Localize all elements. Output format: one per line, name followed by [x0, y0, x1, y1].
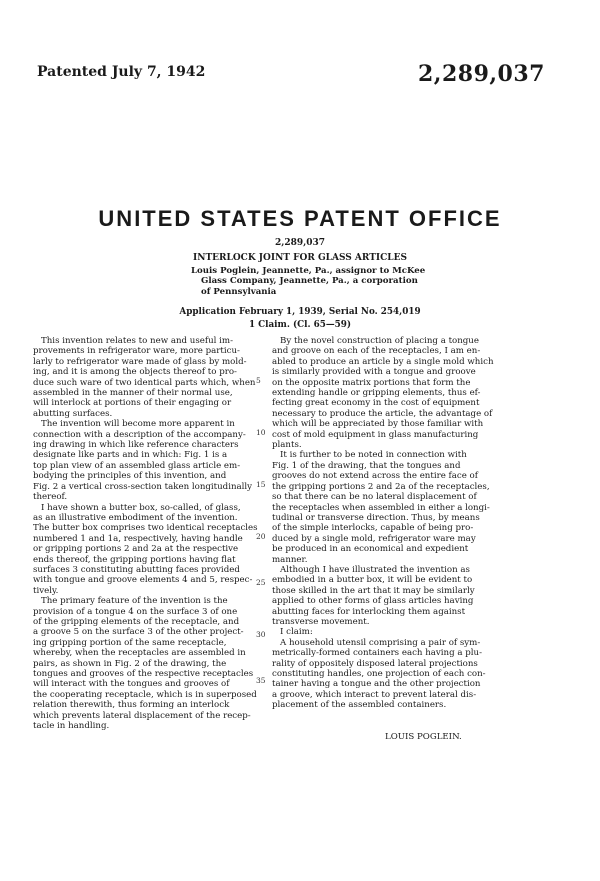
inventor-line: of Pennsylvania: [201, 286, 277, 297]
text-line: the receptacles when assembled in either a longi-: [272, 502, 490, 513]
text-line: designate like parts and in which: Fig. 1 is a: [33, 450, 228, 461]
claim-classification: 1 Claim. (Cl. 65—59): [248, 320, 352, 330]
text-line: of the simple interlocks, capable of being pro-: [272, 523, 474, 534]
text-line: ing, and it is among the objects thereof to pro-: [33, 367, 237, 378]
right-column: [272, 336, 508, 711]
text-line: The primary feature of the invention is the: [41, 596, 228, 607]
text-line: top plan view of an assembled glass article em-: [33, 460, 241, 471]
text-line: connection with a description of the accompany-: [33, 429, 246, 440]
text-line: ing gripping portion of the same receptacle,: [33, 637, 227, 648]
line-number: 10: [256, 428, 266, 437]
text-line: on the opposite matrix portions that form the: [272, 377, 471, 388]
text-line: whereby, when the receptacles are assembled in: [33, 648, 246, 659]
patented-date: Patented July 7, 1942: [37, 64, 206, 80]
text-line: fecting great economy in the cost of equipment: [272, 398, 480, 409]
text-line: duced by a single mold, refrigerator ware may: [272, 533, 476, 544]
text-line: plants.: [272, 440, 302, 451]
text-line: as an illustrative embodiment of the invention.: [33, 512, 238, 523]
invention-title: INTERLOCK JOINT FOR GLASS ARTICLES: [193, 253, 407, 263]
patent-number: 2,289,037: [418, 61, 545, 87]
text-line: so that there can be no lateral displacement of: [272, 492, 477, 503]
text-line: pairs, as shown in Fig. 2 of the drawing, the: [33, 658, 227, 669]
text-line: duce such ware of two identical parts which, when: [33, 377, 256, 388]
text-line: grooves do not extend across the entire face of: [272, 471, 478, 482]
text-line: transverse movement.: [272, 616, 370, 627]
text-line: rality of oppositely disposed lateral projections: [272, 658, 478, 669]
text-line: provision of a tongue 4 on the surface 3 of one: [33, 606, 238, 617]
text-line: relation therewith, thus forming an interlock: [33, 700, 230, 711]
inventor-block: [191, 266, 425, 297]
text-line: those skilled in the art that it may be similarly: [272, 585, 475, 596]
text-line: will interact with the tongues and grooves of: [33, 679, 230, 690]
text-line: numbered 1 and 1a, respectively, having handle: [33, 533, 243, 544]
text-line: I have shown a butter box, so-called, of glass,: [41, 502, 241, 513]
text-line: cost of mold equipment in glass manufacturing: [272, 429, 479, 440]
text-line: I claim:: [280, 627, 313, 638]
line-number: 30: [256, 630, 266, 639]
text-line: a groove 5 on the surface 3 of the other project-: [33, 627, 244, 638]
line-number: 5: [256, 376, 261, 385]
text-line: tudinal or transverse direction. Thus, by means: [272, 512, 480, 523]
line-number: 35: [256, 676, 266, 685]
line-number: 15: [256, 480, 266, 489]
inventor-line: Glass Company, Jeannette, Pa., a corporation: [201, 276, 418, 287]
text-line: which will be appreciated by those familiar with: [272, 419, 484, 430]
document-number: 2,289,037: [274, 238, 326, 248]
text-line: embodied in a butter box, it will be evident to: [272, 575, 473, 586]
text-line: It is further to be noted in connection with: [280, 450, 467, 461]
text-line: will interlock at portions of their engaging or: [33, 398, 232, 409]
text-line: The invention will become more apparent in: [41, 419, 235, 430]
text-line: surfaces 3 constituting abutting faces provided: [33, 564, 240, 575]
text-line: abutting surfaces.: [33, 408, 113, 419]
left-column: [33, 336, 269, 731]
text-line: A household utensil comprising a pair of sym-: [280, 637, 481, 648]
text-line: is similarly provided with a tongue and groove: [272, 367, 476, 378]
patent-office-heading: UNITED STATES PATENT OFFICE: [98, 206, 502, 231]
text-line: bodying the principles of this invention, and: [33, 471, 227, 482]
text-line: Although I have illustrated the invention as: [280, 564, 470, 575]
text-line: larly to refrigerator ware made of glass by mold-: [33, 356, 247, 367]
text-line: tively.: [33, 585, 59, 596]
text-line: of the gripping elements of the receptacle, and: [33, 616, 240, 627]
inventor-line: Louis Poglein, Jeannette, Pa., assignor to McKee: [191, 266, 426, 276]
text-line: the gripping portions 2 and 2a of the receptacles,: [272, 481, 490, 492]
text-line: a groove, which interact to prevent lateral dis-: [272, 689, 477, 700]
text-line: extending handle or gripping elements, thus ef-: [272, 388, 481, 399]
application-line: Application February 1, 1939, Serial No. 254,019: [179, 307, 421, 317]
line-number: 20: [256, 532, 266, 541]
line-number: 25: [256, 578, 266, 587]
text-line: Fig. 2 a vertical cross-section taken longitudinally: [33, 481, 253, 492]
text-line: tainer having a tongue and the other projection: [272, 679, 481, 690]
text-line: necessary to produce the article, the advantage of: [272, 408, 493, 419]
inventor-signature: LOUIS POGLEIN.: [385, 732, 462, 742]
text-line: be produced in an economical and expedient: [272, 544, 469, 555]
text-line: metrically-formed containers each having a plu-: [272, 648, 483, 659]
text-line: placement of the assembled containers.: [272, 700, 447, 711]
text-line: assembled in the manner of their normal use,: [33, 388, 233, 399]
text-line: with tongue and groove elements 4 and 5, respec-: [33, 575, 253, 586]
text-line: ends thereof, the gripping portions having flat: [33, 554, 236, 565]
text-line: provements in refrigerator ware, more particu-: [33, 346, 240, 357]
text-line: tacle in handling.: [33, 721, 110, 732]
text-line: By the novel construction of placing a tongue: [280, 336, 479, 346]
text-line: the cooperating receptacle, which is in superposed: [33, 689, 257, 700]
text-line: The butter box comprises two identical receptacles: [33, 523, 258, 534]
text-line: abled to produce an article by a single mold which: [272, 356, 494, 367]
text-line: applied to other forms of glass articles having: [272, 596, 474, 607]
text-line: abutting faces for interlocking them against: [272, 606, 466, 617]
text-line: tongues and grooves of the respective receptacles: [33, 669, 254, 679]
text-line: and groove on each of the receptacles, I am en-: [272, 346, 481, 357]
text-line: constituting handles, one projection of each con-: [272, 669, 486, 679]
text-line: manner.: [272, 554, 308, 565]
text-line: or gripping portions 2 and 2a at the respective: [33, 544, 239, 555]
text-line: ing drawing in which like reference characters: [33, 440, 239, 451]
text-line: This invention relates to new and useful im-: [41, 336, 233, 346]
text-line: which prevents lateral displacement of the recep-: [33, 710, 251, 721]
text-line: Fig. 1 of the drawing, that the tongues and: [272, 460, 461, 471]
text-line: thereof.: [33, 492, 68, 503]
